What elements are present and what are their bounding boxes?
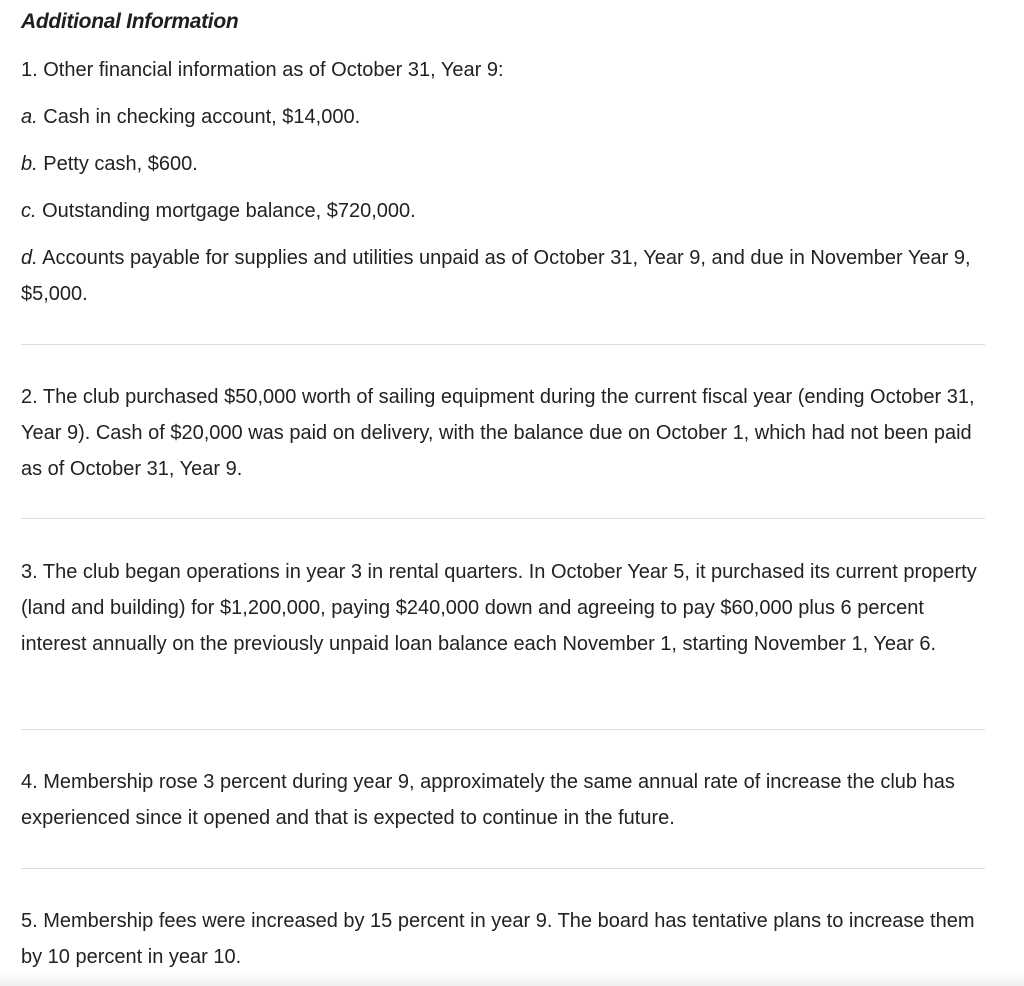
divider [21,729,985,730]
item-1b-text: Petty cash, $600. [37,153,198,175]
item-1a-text: Cash in checking account, $14,000. [37,106,361,128]
item-1a-letter: a. [21,106,38,128]
item-3-paragraph: 3. The club began operations in year 3 in rental quarters. In October Year 5, it purchased its current property (land and building) for $1,200,000, paying $240,000 down and agreeing to pay $60,000 plus 6 percent interest annually on the previously unpaid loan balance each November 1, starting November 1, Year 6. [21,561,977,655]
item-1d-text: Accounts payable for supplies and utilities unpaid as of October 31, Year 9, and due in November Year 9, $5,000. [21,247,971,305]
item-1-intro: 1. Other financial information as of October 31, Year 9: [21,59,504,81]
item-5-paragraph: 5. Membership fees were increased by 15 percent in year 9. The board has tentative plans to increase them by 10 percent in year 10. [21,910,975,968]
item-1a [21,99,360,135]
item-1c-letter: c. [21,200,37,222]
divider [21,344,985,345]
section-heading: Additional Information [21,10,239,33]
item-4-paragraph: 4. Membership rose 3 percent during year 9, approximately the same annual rate of increase the club has experienced since it opened and that is expected to continue in the future. [21,771,955,829]
divider [21,518,985,519]
bottom-scroll-shadow [0,972,1024,986]
item-1b-letter: b. [21,153,38,175]
divider [21,868,985,869]
item-2-paragraph: 2. The club purchased $50,000 worth of sailing equipment during the current fiscal year (ending October 31, Year 9). Cash of $20,000 was paid on delivery, with the balance due on October 1, which had not been paid as of October 31, Year 9. [21,386,975,480]
item-1d-letter: d. [21,247,38,269]
item-1d [21,240,985,312]
item-1b [21,146,198,182]
item-1c [21,193,416,229]
item-1c-text: Outstanding mortgage balance, $720,000. [36,200,416,222]
